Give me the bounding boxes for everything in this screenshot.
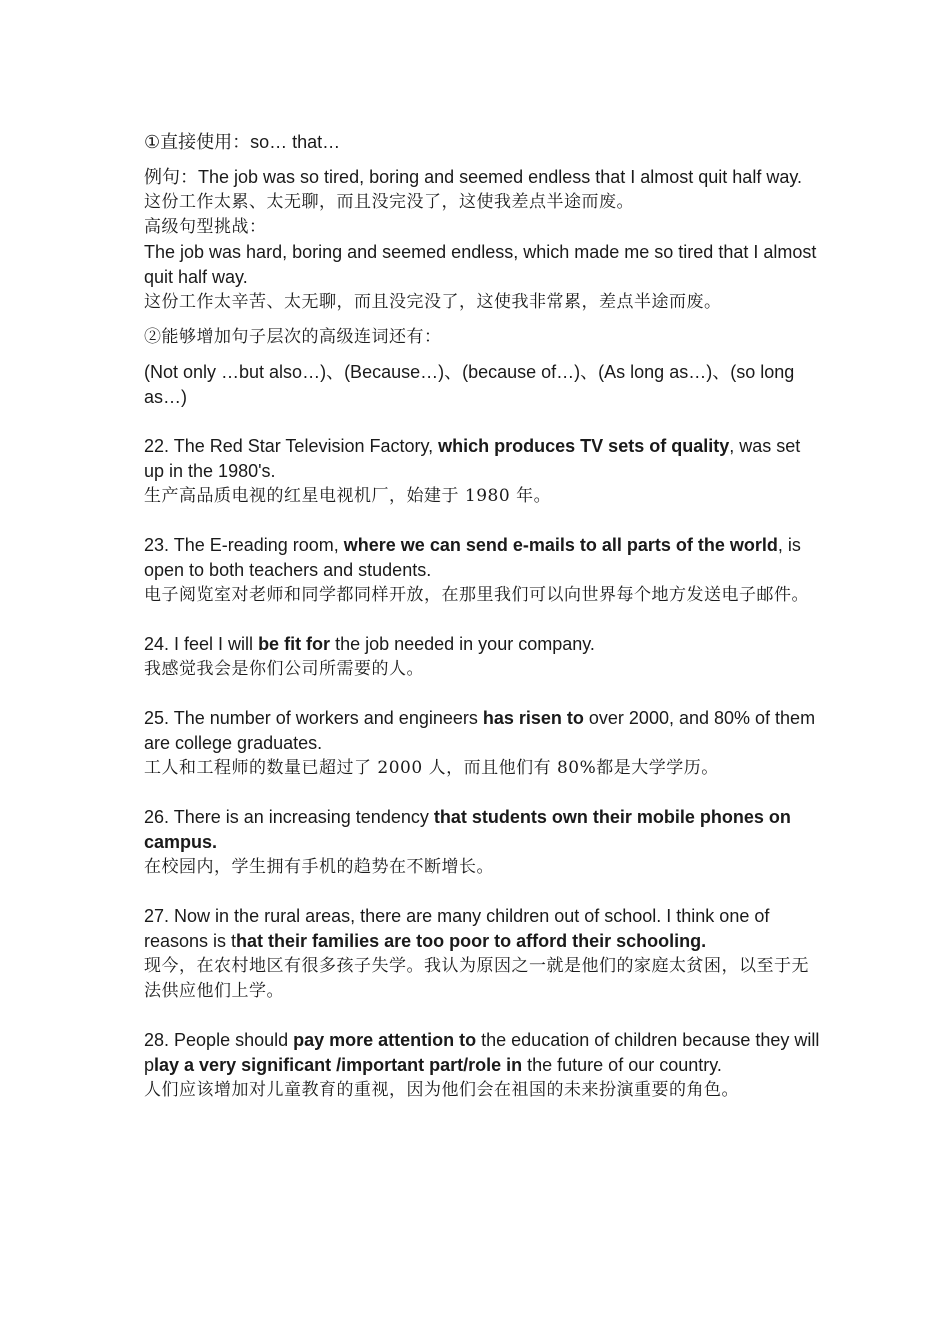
- more-conjunctions-list: (Not only …but also…)、(Because…)、(because of…)、(As long as…)、(so long as…): [144, 362, 795, 407]
- sentence-cn: 电子阅览室对老师和同学都同样开放，在那里我们可以向世界每个地方发送电子邮件。: [144, 585, 809, 605]
- challenge-sentence-cn: 这份工作太辛苦、太无聊，而且没完没了，这使我非常累，差点半途而废。: [144, 292, 722, 312]
- sentence-en: [144, 805, 820, 855]
- sentence-number: 25.: [144, 708, 174, 728]
- sentence-cn: 我感觉我会是你们公司所需要的人。: [144, 659, 424, 679]
- sentence-text: I feel I will: [174, 634, 259, 654]
- sentence-text: the future of our country.: [522, 1055, 722, 1075]
- sentence-text: the education of children because they will p: [144, 1030, 820, 1075]
- key-phrase: has risen to: [482, 708, 584, 728]
- key-phrase: pay more attention to: [293, 1030, 477, 1050]
- sentence-cn: 工人和工程师的数量已超过了 2000 人，而且他们有 80%都是大学学历。: [144, 758, 719, 778]
- sentence-number: 23.: [144, 535, 174, 555]
- direct-usage-heading: ①直接使用：so… that…: [144, 132, 341, 152]
- challenge-label: 高级句型挑战：: [144, 217, 267, 237]
- sentence-text: The number of workers and engineers: [173, 708, 483, 728]
- sentence-text: , was set up in the 1980's.: [144, 436, 801, 481]
- challenge-sentence-en: The job was hard, boring and seemed endless, which made me so tired that I almost quit half way.: [144, 242, 817, 287]
- sentence-cn: 生产高品质电视的红星电视机厂，始建于 1980 年。: [144, 486, 552, 506]
- sentence-cn: 人们应该增加对儿童教育的重视，因为他们会在祖国的未来扮演重要的角色。: [144, 1080, 739, 1100]
- sentence-en: [144, 706, 820, 756]
- sentence-en: [144, 904, 820, 954]
- key-phrase: lay a very significant /important part/role in: [154, 1055, 523, 1075]
- key-phrase: hat their families are too poor to afford their schooling.: [236, 931, 707, 951]
- example-sentence-cn: 这份工作太累、太无聊，而且没完没了，这使我差点半途而废。: [144, 192, 634, 212]
- sentence-list: [144, 410, 820, 1103]
- sentence-en: [144, 632, 820, 657]
- sentence-text: , is open to both teachers and students.: [144, 535, 801, 580]
- sentence-text: over 2000, and 80% of them are college graduates.: [144, 708, 816, 753]
- key-phrase: that students own their mobile phones on campus.: [144, 807, 791, 852]
- sentence-text: People should: [174, 1030, 294, 1050]
- sentence-number: 26.: [144, 807, 174, 827]
- sentence-text: The E-reading room,: [173, 535, 344, 555]
- sentence-number: 22.: [144, 436, 174, 456]
- more-conjunctions-label: ②能够增加句子层次的高级连词还有：: [144, 327, 442, 347]
- key-phrase: be fit for: [258, 634, 331, 654]
- sentence-text: There is an increasing tendency: [173, 807, 434, 827]
- sentence-number: 27.: [144, 906, 175, 926]
- example-sentence-en: 例句：The job was so tired, boring and seemed endless that I almost quit half way.: [144, 167, 802, 187]
- key-phrase: which produces TV sets of quality: [438, 436, 730, 456]
- sentence-en: [144, 434, 820, 484]
- sentence-cn: 现今，在农村地区有很多孩子失学。我认为原因之一就是他们的家庭太贫困，以至于无法供应他们上学。: [144, 956, 809, 1001]
- sentence-text: The Red Star Television Factory,: [173, 436, 439, 456]
- key-phrase: where we can send e-mails to all parts of the world: [343, 535, 778, 555]
- sentence-en: [144, 533, 820, 583]
- sentence-en: [144, 1028, 820, 1078]
- sentence-number: 24.: [144, 634, 175, 654]
- sentence-number: 28.: [144, 1030, 175, 1050]
- sentence-text: the job needed in your company.: [330, 634, 595, 654]
- sentence-text: Now in the rural areas, there are many children out of school. I think one of reasons is t: [144, 906, 770, 951]
- sentence-cn: 在校园内，学生拥有手机的趋势在不断增长。: [144, 857, 494, 877]
